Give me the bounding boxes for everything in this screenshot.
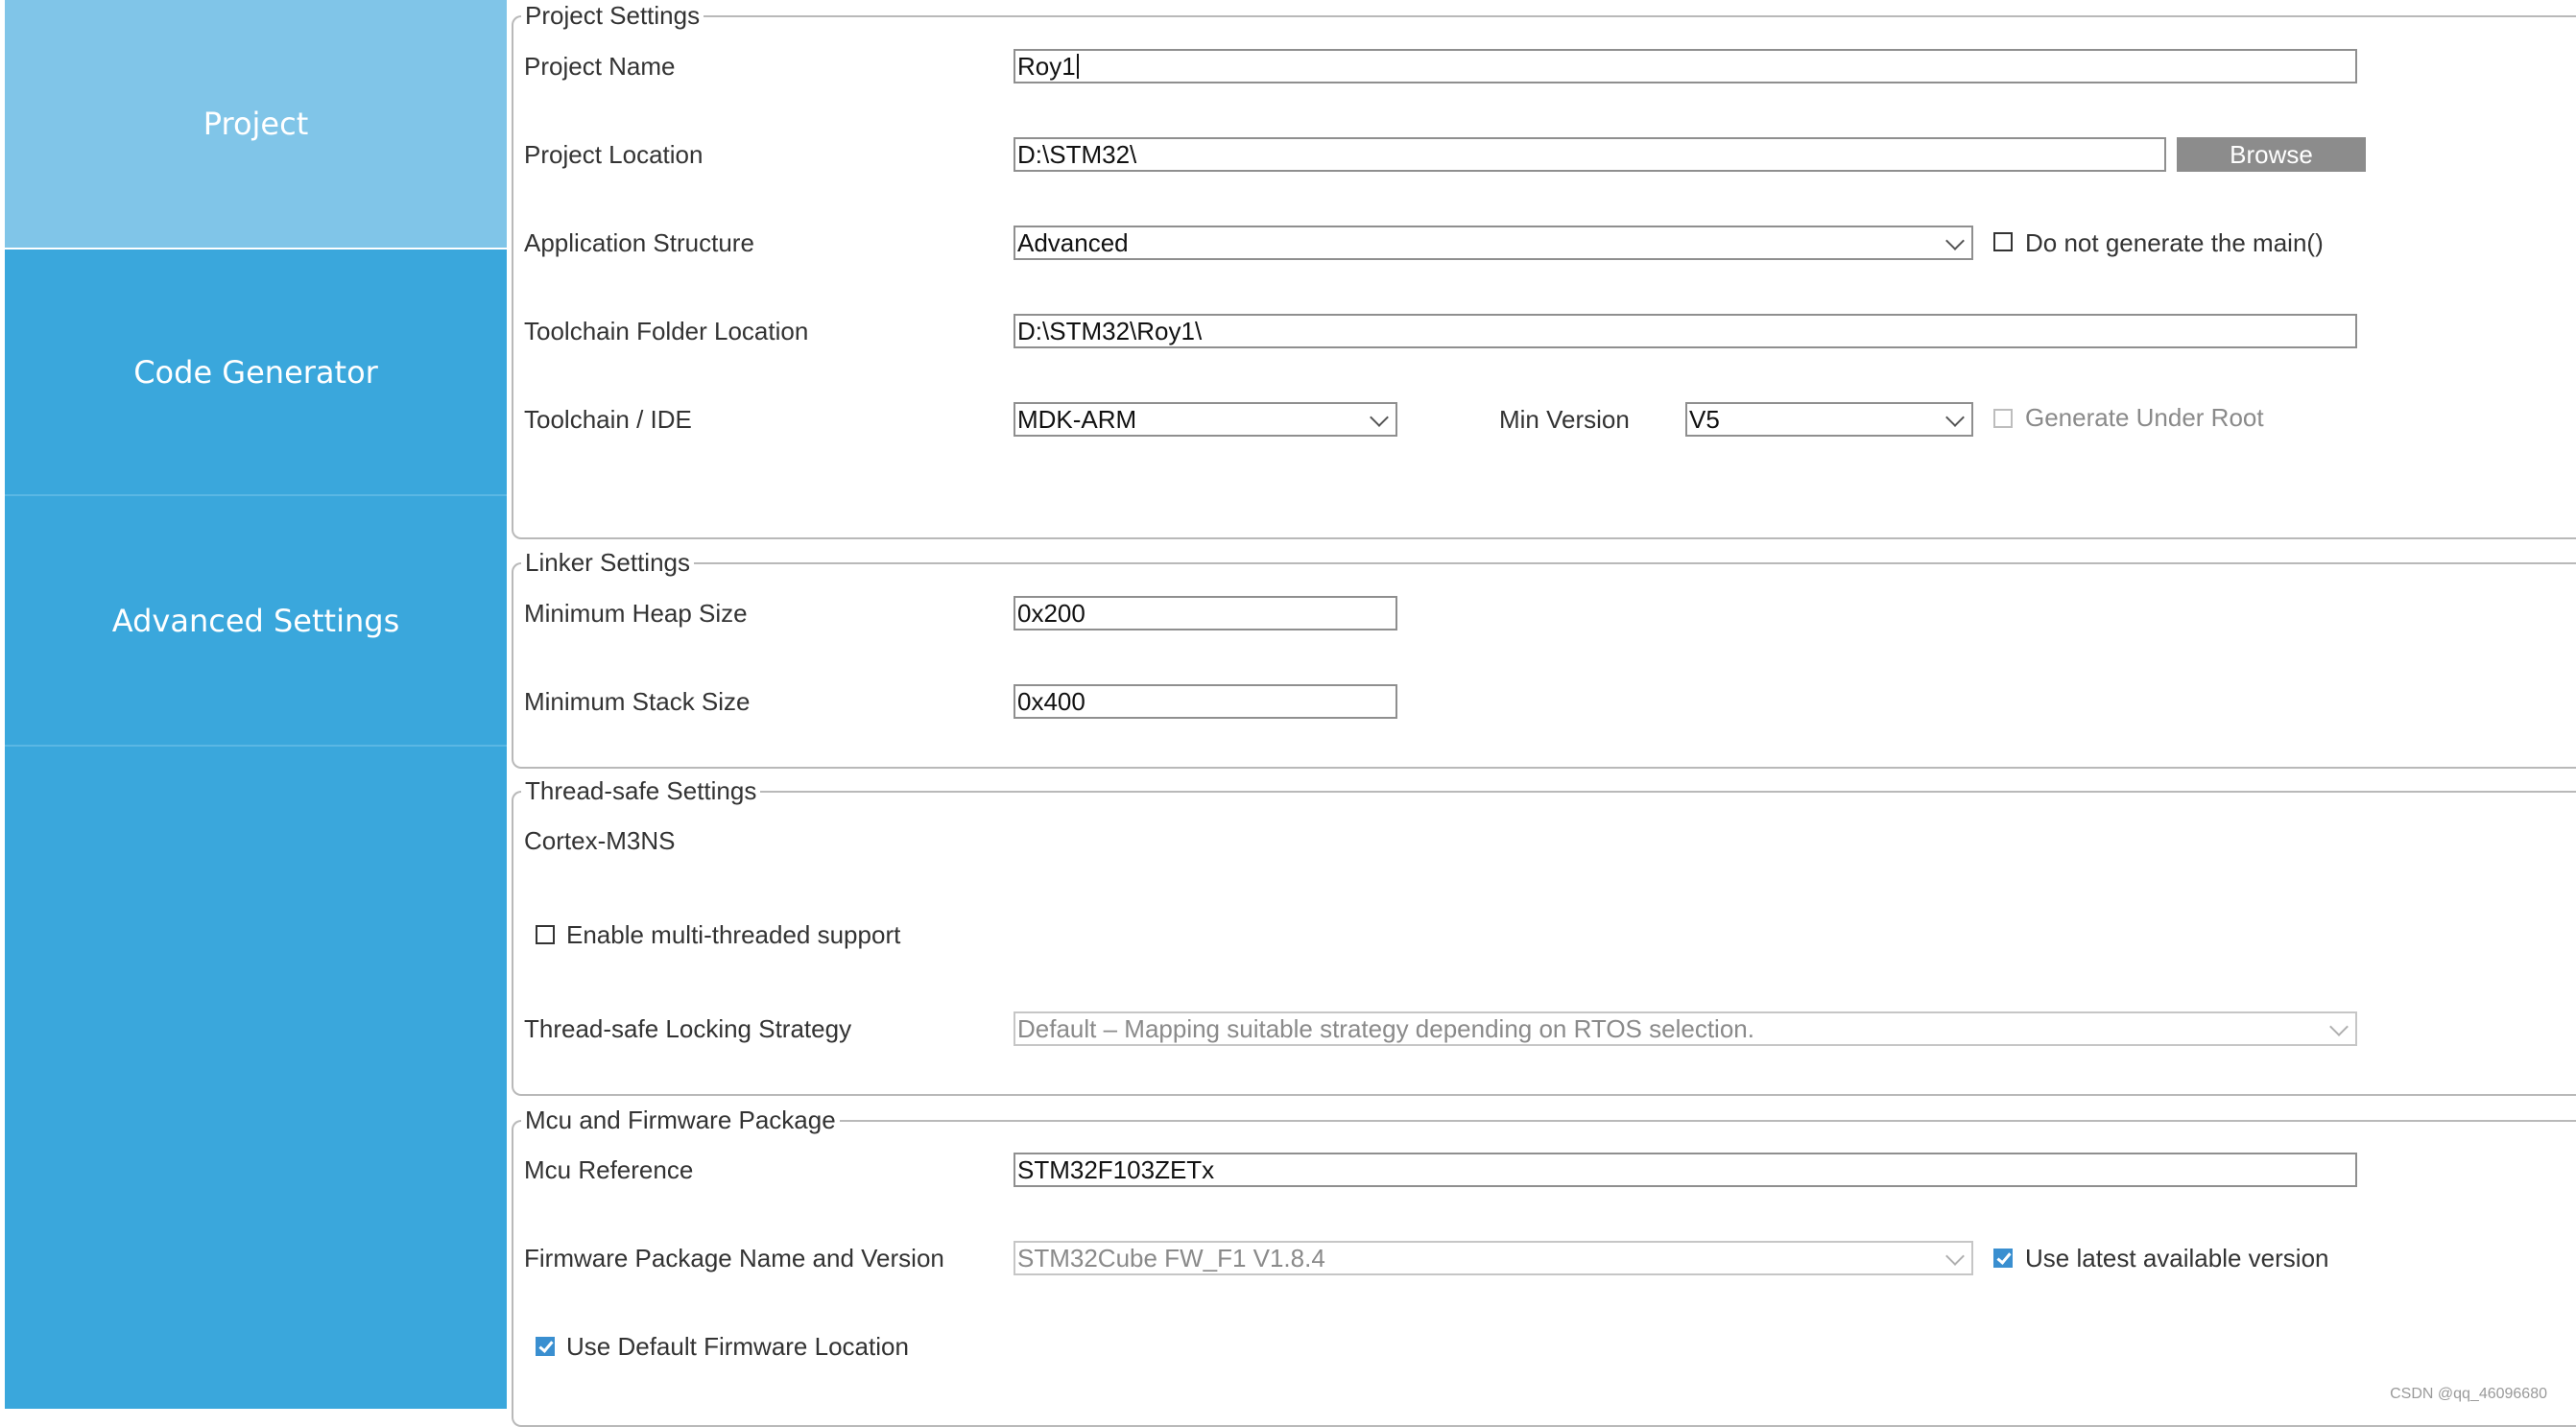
chevron-down-icon — [1945, 231, 1965, 250]
min-version-select[interactable]: V5 — [1685, 402, 1973, 437]
sidebar-item-label: Project — [203, 106, 309, 142]
project-settings-group — [512, 1, 2576, 539]
project-settings-title: Project Settings — [521, 2, 704, 29]
min-version-label: Min Version — [1499, 405, 1630, 434]
mcu-firmware-title: Mcu and Firmware Package — [521, 1106, 840, 1133]
sidebar-item-project[interactable] — [5, 0, 507, 248]
multithread-label: Enable multi-threaded support — [566, 920, 901, 949]
chevron-down-icon — [1370, 408, 1389, 427]
application-structure-label: Application Structure — [524, 228, 754, 257]
heap-size-input[interactable]: 0x200 — [1014, 596, 1397, 630]
linker-settings-group — [512, 548, 2576, 769]
mcu-reference-label: Mcu Reference — [524, 1155, 694, 1184]
chevron-down-icon — [2329, 1017, 2349, 1036]
default-firmware-location-checkbox[interactable] — [536, 1337, 555, 1356]
use-latest-version-checkbox[interactable] — [1993, 1249, 2013, 1268]
firmware-package-select[interactable]: STM32Cube FW_F1 V1.8.4 — [1014, 1241, 1973, 1275]
sidebar-item-label: Code Generator — [133, 353, 378, 391]
toolchain-ide-select[interactable]: MDK-ARM — [1014, 402, 1397, 437]
toolchain-ide-label: Toolchain / IDE — [524, 405, 692, 434]
sidebar-empty-area — [5, 747, 507, 1409]
no-main-label: Do not generate the main() — [2025, 228, 2324, 257]
thread-safe-settings-title: Thread-safe Settings — [521, 777, 760, 804]
no-main-checkbox[interactable] — [1993, 232, 2013, 251]
linker-settings-title: Linker Settings — [521, 549, 694, 576]
chevron-down-icon — [1945, 1247, 1965, 1266]
project-name-label: Project Name — [524, 52, 676, 81]
use-latest-version-label: Use latest available version — [2025, 1244, 2329, 1272]
toolchain-folder-input[interactable]: D:\STM32\Roy1\ — [1014, 314, 2357, 348]
sidebar-item-advanced-settings[interactable] — [5, 496, 507, 745]
browse-button[interactable]: Browse — [2177, 137, 2366, 172]
locking-strategy-select[interactable]: Default – Mapping suitable strategy depending on RTOS selection. — [1014, 1011, 2357, 1046]
application-structure-select[interactable]: Advanced — [1014, 226, 1973, 260]
firmware-package-label: Firmware Package Name and Version — [524, 1244, 944, 1272]
watermark: CSDN @qq_46096680 — [2390, 1386, 2547, 1402]
core-label: Cortex-M3NS — [524, 826, 676, 855]
stack-size-input[interactable]: 0x400 — [1014, 684, 1397, 719]
sidebar-item-code-generator[interactable] — [5, 250, 507, 494]
mcu-reference-input[interactable]: STM32F103ZETx — [1014, 1153, 2357, 1187]
multithread-checkbox[interactable] — [536, 925, 555, 944]
heap-size-label: Minimum Heap Size — [524, 599, 748, 628]
locking-strategy-label: Thread-safe Locking Strategy — [524, 1014, 852, 1043]
default-firmware-location-label: Use Default Firmware Location — [566, 1332, 909, 1361]
generate-under-root-checkbox[interactable] — [1993, 409, 2013, 428]
sidebar — [0, 0, 507, 1409]
chevron-down-icon — [1945, 408, 1965, 427]
project-location-input[interactable]: D:\STM32\ — [1014, 137, 2166, 172]
stack-size-label: Minimum Stack Size — [524, 687, 751, 716]
generate-under-root-label: Generate Under Root — [2025, 403, 2264, 432]
project-location-label: Project Location — [524, 140, 704, 169]
project-name-input[interactable]: Roy1 — [1014, 49, 2357, 83]
sidebar-item-label: Advanced Settings — [111, 602, 400, 639]
toolchain-folder-label: Toolchain Folder Location — [524, 317, 809, 345]
